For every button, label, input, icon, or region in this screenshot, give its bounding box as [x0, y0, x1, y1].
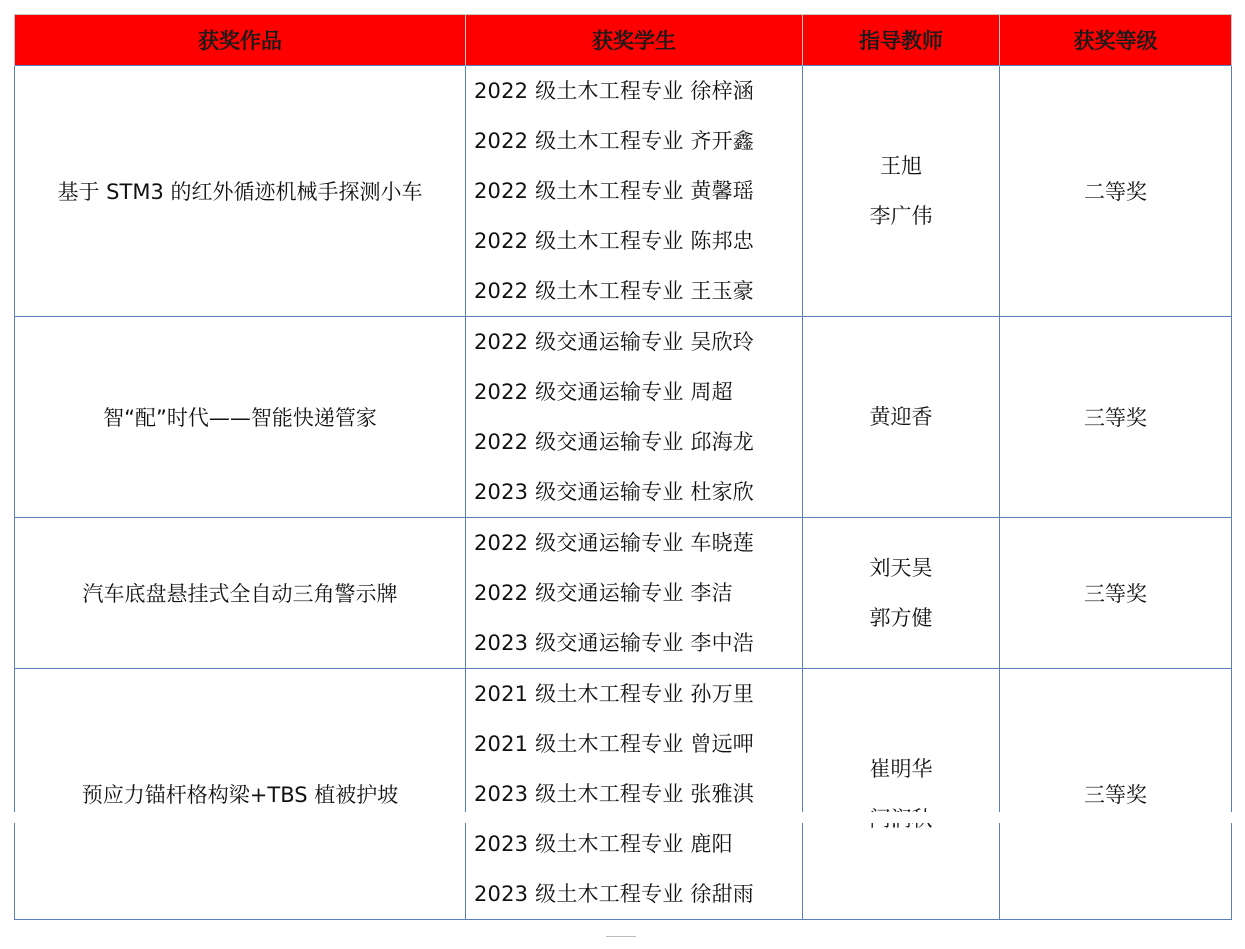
teacher-name: 王旭	[880, 154, 922, 178]
students-cell	[466, 66, 803, 317]
student-entry: 2022 级交通运输专业 李洁	[474, 581, 733, 605]
students-cell	[466, 518, 803, 669]
teacher-name: 刘天昊	[869, 556, 933, 580]
student-entry: 2022 级交通运输专业 邱海龙	[474, 430, 754, 454]
page-footer-mark	[606, 936, 636, 937]
header-students: 获奖学生	[466, 15, 803, 66]
teacher-name: 李广伟	[869, 204, 933, 228]
page-break-gap	[0, 812, 1245, 823]
teacher-name: 郭方健	[869, 606, 933, 630]
header-work: 获奖作品	[15, 15, 466, 66]
award-level: 二等奖	[1000, 66, 1232, 317]
students-cell	[466, 669, 803, 920]
table-row	[15, 317, 1232, 518]
award-table	[14, 14, 1232, 920]
award-level: 三等奖	[1000, 518, 1232, 669]
table-row	[15, 66, 1232, 317]
student-entry: 2021 级土木工程专业 曾远呷	[474, 732, 754, 756]
work-title: 预应力锚杆格构梁+TBS 植被护坡	[15, 669, 466, 920]
teachers-cell	[803, 317, 1000, 518]
award-level: 三等奖	[1000, 317, 1232, 518]
student-entry: 2021 级土木工程专业 孙万里	[474, 682, 754, 706]
teachers-cell	[803, 518, 1000, 669]
student-entry: 2022 级交通运输专业 吴欣玲	[474, 330, 754, 354]
teacher-name: 黄迎香	[869, 405, 933, 429]
header-level: 获奖等级	[1000, 15, 1232, 66]
work-title: 基于 STM3 的红外循迹机械手探测小车	[15, 66, 466, 317]
student-entry: 2023 级交通运输专业 李中浩	[474, 631, 754, 655]
header-row	[15, 15, 1232, 66]
student-entry: 2022 级土木工程专业 徐梓涵	[474, 79, 754, 103]
work-title: 汽车底盘悬挂式全自动三角警示牌	[15, 518, 466, 669]
student-entry: 2022 级土木工程专业 黄馨瑶	[474, 179, 754, 203]
student-entry: 2022 级土木工程专业 王玉豪	[474, 279, 754, 303]
teacher-name: 崔明华	[869, 757, 933, 781]
award-level: 三等奖	[1000, 669, 1232, 920]
student-entry: 2023 级土木工程专业 鹿阳	[474, 832, 733, 856]
student-entry: 2022 级土木工程专业 齐开鑫	[474, 129, 754, 153]
header-teachers: 指导教师	[803, 15, 1000, 66]
student-entry: 2022 级交通运输专业 车晓莲	[474, 531, 754, 555]
table-row	[15, 669, 1232, 920]
work-title: 智“配”时代——智能快递管家	[15, 317, 466, 518]
student-entry: 2022 级土木工程专业 陈邦忠	[474, 229, 754, 253]
table-row	[15, 518, 1232, 669]
student-entry: 2023 级土木工程专业 徐甜雨	[474, 882, 754, 906]
teachers-cell	[803, 669, 1000, 920]
teachers-cell	[803, 66, 1000, 317]
student-entry: 2023 级交通运输专业 杜家欣	[474, 480, 754, 504]
students-cell	[466, 317, 803, 518]
student-entry: 2022 级交通运输专业 周超	[474, 380, 733, 404]
student-entry: 2023 级土木工程专业 张雅淇	[474, 782, 754, 806]
